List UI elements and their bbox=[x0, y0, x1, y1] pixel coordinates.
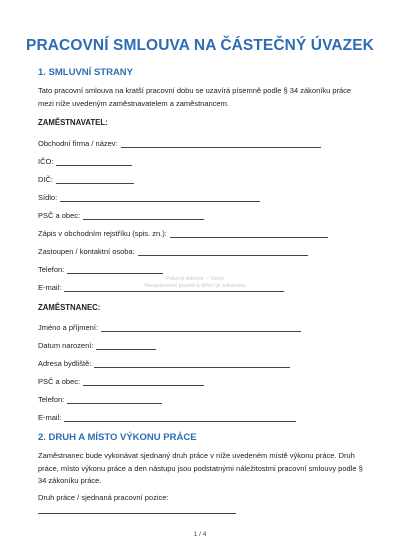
watermark-line: Právník Advisor – Vzory bbox=[165, 276, 225, 282]
field-label: PSČ a obec: bbox=[38, 211, 81, 220]
employer-field-postcode-city[interactable] bbox=[38, 208, 204, 220]
field-label: Telefon: bbox=[38, 265, 65, 274]
field-label: Druh práce / sjednaná pracovní pozice: bbox=[38, 493, 169, 502]
fill-line[interactable] bbox=[38, 504, 236, 514]
employer-field-ico[interactable] bbox=[38, 154, 132, 166]
fill-line[interactable] bbox=[67, 264, 163, 274]
field-label: DIČ: bbox=[38, 175, 53, 184]
section-heading-parties: 1. SMLUVNÍ STRANY bbox=[38, 67, 134, 78]
fill-line[interactable] bbox=[83, 210, 204, 220]
employer-field-company-name[interactable] bbox=[38, 136, 321, 148]
field-label: Zastoupen / kontaktní osoba: bbox=[38, 247, 135, 256]
fill-line[interactable] bbox=[64, 412, 296, 422]
work-type-field-label-row bbox=[38, 490, 169, 502]
page-number: 1 / 4 bbox=[193, 531, 207, 538]
field-label: PSČ a obec: bbox=[38, 377, 81, 386]
employer-field-seat[interactable] bbox=[38, 190, 260, 202]
employer-field-register[interactable] bbox=[38, 226, 328, 238]
employer-field-dic[interactable] bbox=[38, 172, 134, 184]
field-label: Zápis v obchodním rejstříku (spis. zn.): bbox=[38, 229, 167, 238]
fill-line[interactable] bbox=[60, 192, 260, 202]
field-label: Obchodní firma / název: bbox=[38, 139, 118, 148]
field-label: E-mail: bbox=[38, 283, 62, 292]
field-label: Sídlo: bbox=[38, 193, 58, 202]
fill-line[interactable] bbox=[94, 358, 290, 368]
watermark bbox=[100, 276, 290, 290]
watermark-line: Neoprávněné použití a šíření je zakázáno bbox=[144, 283, 246, 289]
employee-field-email[interactable] bbox=[38, 410, 296, 422]
employee-field-postcode-city[interactable] bbox=[38, 374, 204, 386]
employer-heading: ZAMĚSTNAVATEL: bbox=[38, 118, 108, 127]
fill-line[interactable] bbox=[83, 376, 204, 386]
fill-line[interactable] bbox=[56, 156, 132, 166]
employee-field-phone[interactable] bbox=[38, 392, 162, 404]
field-label: Telefon: bbox=[38, 395, 65, 404]
work-type-field-line-row[interactable] bbox=[38, 502, 236, 514]
employer-field-phone[interactable] bbox=[38, 262, 163, 274]
fill-line[interactable] bbox=[101, 322, 301, 332]
field-label: Jméno a příjmení: bbox=[38, 323, 99, 332]
fill-line[interactable] bbox=[67, 394, 162, 404]
employee-field-birth-date[interactable] bbox=[38, 338, 156, 350]
field-label: Adresa bydliště: bbox=[38, 359, 92, 368]
work-type-intro-paragraph: Zaměstnanec bude vykonávat sjednaný druh práce v níže uvedeném místě výkonu práce. Druh práce, místo výkonu práce a den nástupu jsou podstatnými náležitostmi pracovní smlouvy podle § 34 zákoníku práce. bbox=[38, 451, 363, 485]
employee-heading: ZAMĚSTNANEC: bbox=[38, 303, 101, 312]
fill-line[interactable] bbox=[170, 228, 328, 238]
section-heading-work-type: 2. DRUH A MÍSTO VÝKONU PRÁCE bbox=[38, 432, 197, 443]
employee-field-address[interactable] bbox=[38, 356, 290, 368]
field-label: E-mail: bbox=[38, 413, 62, 422]
employer-field-contact-person[interactable] bbox=[38, 244, 308, 256]
document-title: PRACOVNÍ SMLOUVA NA ČÁSTEČNÝ ÚVAZEK bbox=[26, 37, 374, 54]
employee-field-name[interactable] bbox=[38, 320, 301, 332]
parties-intro-paragraph: Tato pracovní smlouva na kratší pracovní dobu se uzavírá písemně podle § 34 zákoníku práce mezi níže uvedeným zaměstnavatelem a zaměstnancem. bbox=[38, 86, 352, 108]
fill-line[interactable] bbox=[96, 340, 156, 350]
field-label: Datum narození: bbox=[38, 341, 94, 350]
field-label: IČO: bbox=[38, 157, 54, 166]
fill-line[interactable] bbox=[138, 246, 308, 256]
fill-line[interactable] bbox=[56, 174, 134, 184]
fill-line[interactable] bbox=[121, 138, 321, 148]
